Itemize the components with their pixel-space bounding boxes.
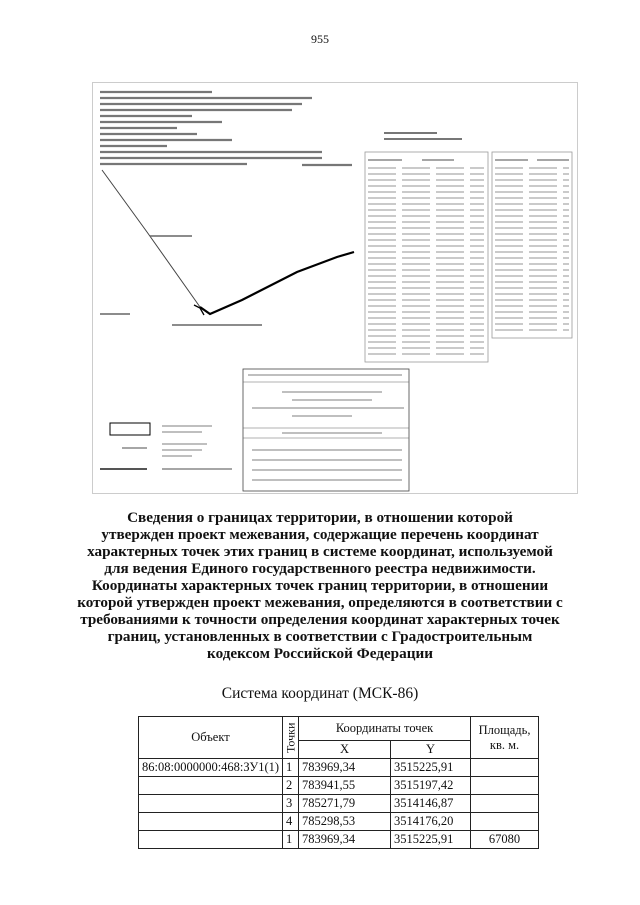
heading-line: характерных точек этих границ в системе координат, используемой [87, 543, 553, 560]
point-cell: 1 [283, 831, 299, 849]
point-cell: 3 [283, 795, 299, 813]
heading-line: Сведения о границах территории, в отношении которой [127, 509, 513, 526]
x-cell: 783969,34 [299, 759, 391, 777]
table-row [139, 777, 539, 795]
header-x: X [299, 741, 391, 759]
area-cell [471, 795, 539, 813]
y-cell: 3515225,91 [391, 759, 471, 777]
header-object: Объект [139, 717, 283, 759]
point-cell: 1 [283, 759, 299, 777]
area-cell [471, 759, 539, 777]
object-cell [139, 813, 283, 831]
heading-line: требованиями к точности определения координат характерных точек [80, 611, 560, 628]
header-area: Площадь, кв. м. [471, 717, 539, 759]
table-row [139, 813, 539, 831]
survey-map-figure [92, 82, 578, 494]
heading-line: кодексом Российской Федерации [207, 645, 433, 662]
header-coordinates: Координаты точек [299, 717, 471, 741]
object-cell [139, 777, 283, 795]
heading-line: Координаты характерных точек границ территории, в отношении [91, 577, 549, 594]
coordinates-table [138, 716, 539, 849]
point-cell: 2 [283, 777, 299, 795]
heading-line: для ведения Единого государственного реестра недвижимости. [104, 560, 536, 577]
object-cell [139, 795, 283, 813]
x-cell: 783941,55 [299, 777, 391, 795]
table-row [139, 831, 539, 849]
section-heading [70, 509, 570, 662]
area-cell [471, 777, 539, 795]
heading-line: границ, установленных в соответствии с Градостроительным [107, 628, 533, 645]
area-cell: 67080 [471, 831, 539, 849]
point-cell: 4 [283, 813, 299, 831]
area-cell [471, 813, 539, 831]
header-points: Точки [283, 717, 299, 759]
x-cell: 785298,53 [299, 813, 391, 831]
object-cell [139, 831, 283, 849]
x-cell: 785271,79 [299, 795, 391, 813]
page-number: 955 [311, 32, 329, 46]
heading-line: которой утвержден проект межевания, определяются в соответствии с [77, 594, 563, 611]
table-row [139, 795, 539, 813]
coordinate-system-caption: Система координат (МСК-86) [221, 685, 419, 702]
x-cell: 783969,34 [299, 831, 391, 849]
table-row [139, 759, 539, 777]
header-y: Y [391, 741, 471, 759]
y-cell: 3515197,42 [391, 777, 471, 795]
y-cell: 3514146,87 [391, 795, 471, 813]
heading-line: утвержден проект межевания, содержащие перечень координат [101, 526, 539, 543]
y-cell: 3515225,91 [391, 831, 471, 849]
object-cell: 86:08:0000000:468:ЗУ1(1) [139, 759, 283, 777]
y-cell: 3514176,20 [391, 813, 471, 831]
